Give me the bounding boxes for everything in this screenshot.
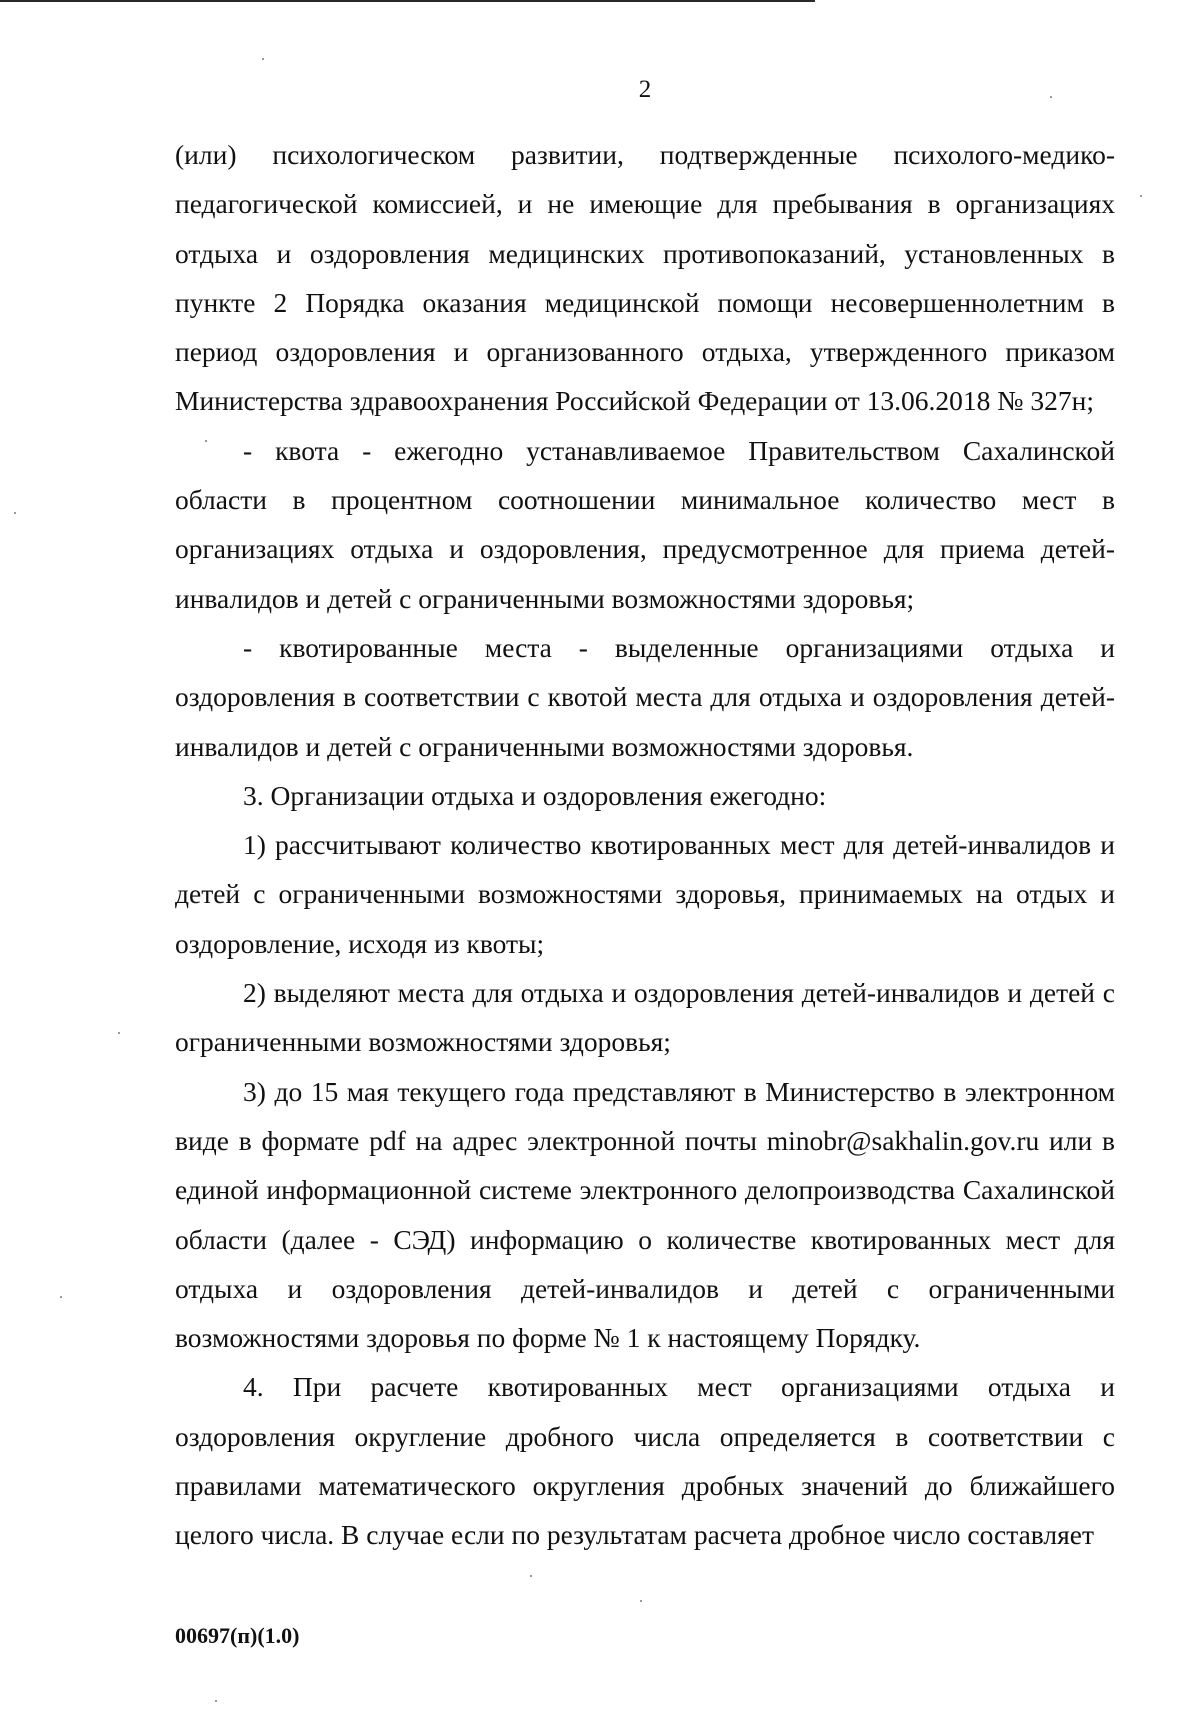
scan-speck xyxy=(215,1700,217,1702)
paragraph-subitem-2: 2) выделяют места для отдыха и оздоровления детей-инвалидов и детей с ограниченными возможностями здоровья; xyxy=(175,977,1115,1058)
scan-speck xyxy=(640,1600,642,1602)
paragraph-item-3: 3. Организации отдыха и оздоровления ежегодно: xyxy=(243,779,827,811)
scan-speck xyxy=(60,1296,62,1298)
scan-speck xyxy=(118,1032,120,1034)
scan-speck xyxy=(14,512,16,514)
paragraph-definition-quota: - квота - ежегодно устанавливаемое Правительством Сахалинской области в процентном соотношении минимальное количество мест в организациях отдыха и оздоровления, предусмотренное для приема детей-инвалидов и детей с ограниченными возможностями здоровья; xyxy=(175,434,1115,614)
document-code: 00697(п)(1.0) xyxy=(175,1623,300,1648)
scan-speck xyxy=(205,440,207,442)
scan-edge-line xyxy=(0,0,815,2)
page-number: 2 xyxy=(638,76,652,103)
scan-speck xyxy=(262,58,264,60)
paragraph-subitem-1: 1) рассчитывают количество квотированных мест для детей-инвалидов и детей с ограниченными возможностями здоровья, принимаемых на отдых и оздоровление, исходя из квоты; xyxy=(175,829,1115,959)
scan-speck xyxy=(1050,96,1052,98)
paragraph-definition-quota-places: - квотированные места - выделенные организациями отдыха и оздоровления в соответствии с квотой места для отдыха и оздоровления детей-инвалидов и детей с ограниченными возможностями здоровья. xyxy=(175,631,1115,762)
paragraph-item-4: 4. При расчете квотированных мест организациями отдыха и оздоровления округление дробного числа определяется в соответствии с правилами математического округления дробных значений до ближайшего целого числа. В случае если по результатам расчета дробное число составляет xyxy=(175,1371,1115,1551)
scan-speck xyxy=(1140,195,1142,197)
document-body xyxy=(175,130,1115,1560)
paragraph-continuation: (или) психологическом развитии, подтвержденные психолого-медико-педагогической комиссией, и не имеющие для пребывания в организациях отдыха и оздоровления медицинских противопоказаний, установленных в пункте 2 Порядка оказания медицинской помощи несовершеннолетним в период оздоровления и организованного отдыха, утвержденного приказом Министерства здравоохранения Российской Федерации от 13.06.2018 № 327н; xyxy=(175,139,1115,417)
paragraph-subitem-3: 3) до 15 мая текущего года представляют в Министерство в электронном виде в формате pdf на адрес электронной почты minobr@sakhalin.gov.ru или в единой информационной системе электронного делопроизводства Сахалинской области (далее - СЭД) информацию о количестве квотированных мест для отдыха и оздоровления детей-инвалидов и детей с ограниченными возможностями здоровья по форме № 1 к настоящему Порядку. xyxy=(175,1075,1115,1354)
scan-speck xyxy=(530,1575,532,1577)
